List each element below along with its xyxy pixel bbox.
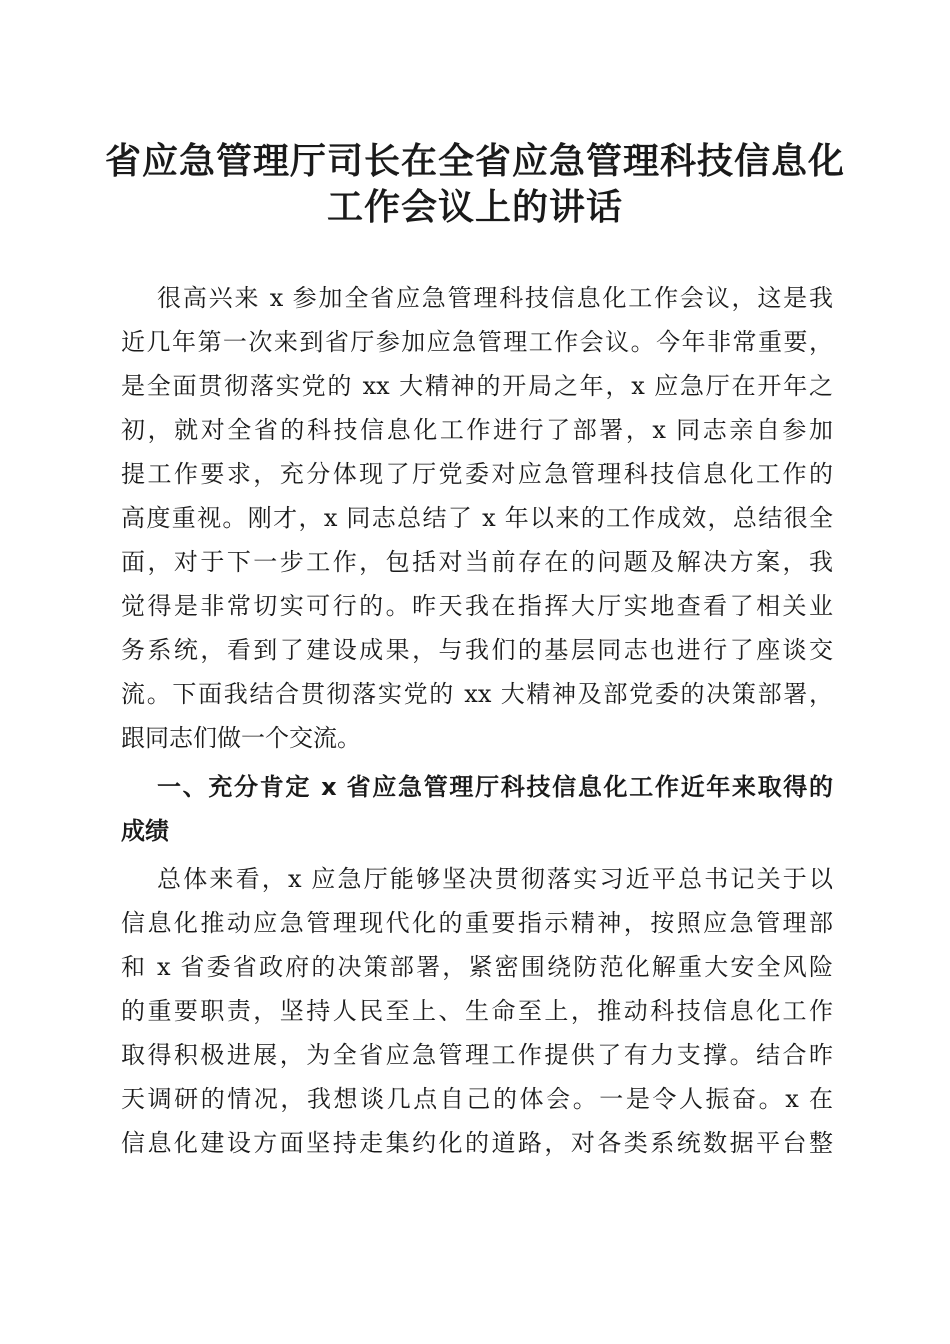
- document-title-line-2: 工作会议上的讲话: [326, 186, 623, 228]
- section-1-heading-line-1: 一、充分肯定 x 省应急管理厅科技信息化工作近年来取得的: [157, 773, 833, 801]
- paragraph-1-line: 流。下面我结合贯彻落实党的 xx 大精神及部党委的决策部署，: [121, 680, 833, 708]
- paragraph-1-line: 面，对于下一步工作，包括对当前存在的问题及解决方案，我: [121, 548, 833, 576]
- paragraph-2-line: 信息化推动应急管理现代化的重要指示精神，按照应急管理部: [121, 909, 833, 937]
- paragraph-1-line: 很高兴来 x 参加全省应急管理科技信息化工作会议，这是我: [157, 284, 833, 312]
- paragraph-1-line: 觉得是非常切实可行的。昨天我在指挥大厅实地查看了相关业: [121, 592, 833, 620]
- paragraph-2-line: 天调研的情况，我想谈几点自己的体会。一是令人振奋。x 在: [121, 1085, 833, 1113]
- paragraph-2-line: 信息化建设方面坚持走集约化的道路，对各类系统数据平台整: [121, 1129, 833, 1157]
- paragraph-2-line: 取得积极进展，为全省应急管理工作提供了有力支撑。结合昨: [121, 1041, 833, 1069]
- paragraph-2-line: 的重要职责，坚持人民至上、生命至上，推动科技信息化工作: [121, 997, 833, 1025]
- paragraph-1-line: 初，就对全省的科技信息化工作进行了部署，x 同志亲自参加: [121, 416, 833, 444]
- paragraph-2-line: 和 x 省委省政府的决策部署，紧密围绕防范化解重大安全风险: [121, 953, 833, 981]
- paragraph-1-line: 跟同志们做一个交流。: [121, 724, 361, 752]
- paragraph-1-line: 提工作要求，充分体现了厅党委对应急管理科技信息化工作的: [121, 460, 833, 488]
- paragraph-2-line: 总体来看，x 应急厅能够坚决贯彻落实习近平总书记关于以: [157, 865, 833, 893]
- document-title-line-1: 省应急管理厅司长在全省应急管理科技信息化: [104, 140, 845, 182]
- paragraph-1-line: 高度重视。刚才，x 同志总结了 x 年以来的工作成效，总结很全: [121, 504, 833, 532]
- section-1-heading-line-2: 成绩: [121, 817, 169, 845]
- paragraph-1-line: 是全面贯彻落实党的 xx 大精神的开局之年，x 应急厅在开年之: [121, 372, 833, 400]
- paragraph-1-line: 务系统，看到了建设成果，与我们的基层同志也进行了座谈交: [121, 636, 833, 664]
- paragraph-1-line: 近几年第一次来到省厅参加应急管理工作会议。今年非常重要，: [121, 328, 833, 356]
